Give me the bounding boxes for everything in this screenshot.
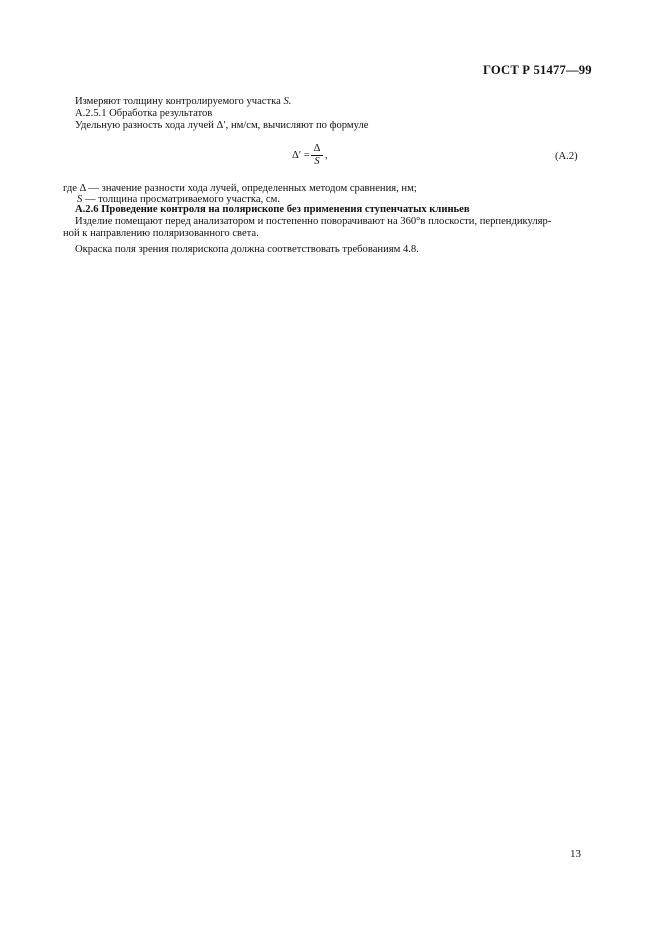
section-heading: А.2.6 Проведение контроля на полярископе без применения ступенчатых клиньев	[75, 204, 470, 215]
formula-numerator: Δ	[313, 143, 321, 154]
formula-tail: ,	[325, 150, 328, 161]
formula-fraction	[311, 143, 323, 168]
subsection-title: А.2.5.1 Обработка результатов	[75, 108, 213, 119]
document-code: ГОСТ Р 51477—99	[483, 63, 592, 77]
variable-s: S.	[283, 96, 292, 107]
paragraph-1-line-2: ной к направлению поляризованного света.	[63, 228, 259, 239]
body-line-measure-text: Измеряют толщину контролируемого участка	[75, 96, 284, 107]
formula-denominator: S	[314, 156, 320, 167]
body-line-formula-intro: Удельную разность хода лучей Δ′, нм/см, вычисляют по формуле	[75, 120, 369, 131]
paragraph-2: Окраска поля зрения полярископа должна соответствовать требованиям 4.8.	[75, 244, 419, 255]
paragraph-1-line-1: Изделие помещают перед анализатором и постепенно поворачивают на 360°в плоскости, перпендикуляр-	[75, 216, 552, 227]
where-line-delta: где Δ — значение разности хода лучей, определенных методом сравнения, нм;	[63, 183, 417, 194]
page-number: 13	[570, 848, 581, 860]
where-line-s-text: — толщина просматриваемого участка, см.	[82, 194, 280, 205]
where-variable-s: S	[77, 194, 83, 205]
equation-number: (А.2)	[555, 151, 578, 162]
formula-lhs: Δ′ =	[292, 150, 310, 161]
